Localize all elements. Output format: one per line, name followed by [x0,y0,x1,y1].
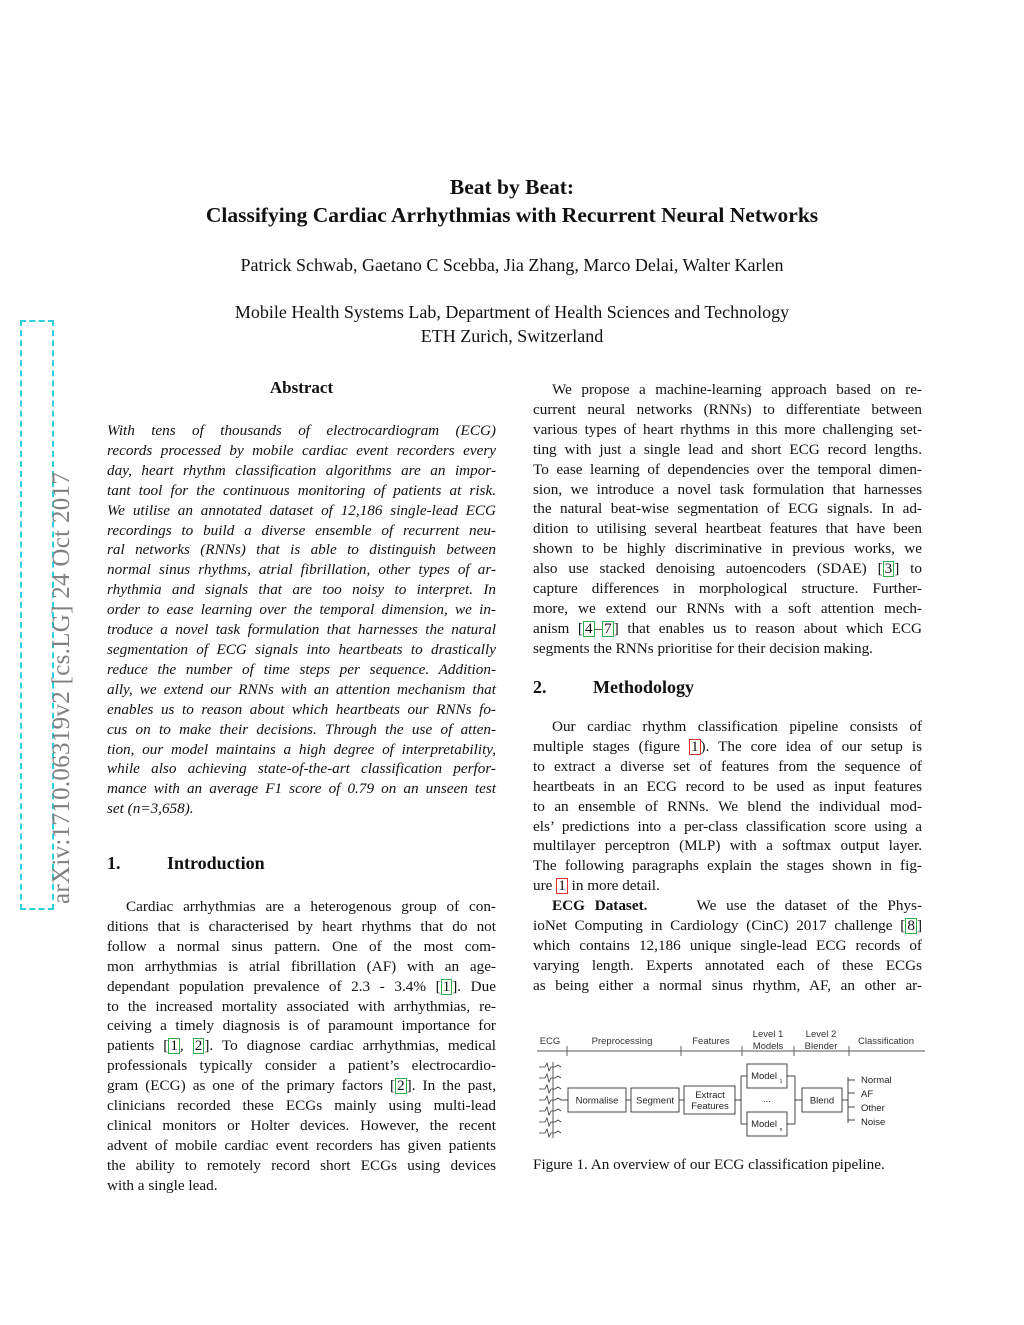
model-n-subscript: n [779,1127,783,1133]
citation-link[interactable]: 2 [397,1077,405,1095]
intro-line [107,1076,496,1096]
paper-title-line-2: Classifying Cardiac Arrhythmias with Recurrent Neural Networks [205,203,819,227]
paper-title-line-1: Beat by Beat: [449,175,575,199]
proposal-line: sion, we introduce a novel task formulation that harnesses [533,480,922,498]
section-number: 1. [107,853,121,873]
proposal-line: ting with just a single lead and short ECG record lengths. [533,440,922,458]
proposal-body [533,380,922,659]
abstract-line: records processed by mobile cardiac event recorders every [107,441,496,459]
intro-line: professionals typically consider a patient’s electrocardio- [107,1057,496,1075]
header-level2: Level 2 [805,1029,837,1040]
abstract-line: rhythmia and signals that are too noisy to interpret. In [107,581,496,599]
class-label-normal: Normal [861,1075,892,1086]
header-models: Models [752,1041,784,1052]
proposal-line: dition to utilising several heartbeat features that have been [533,520,922,538]
intro-line [107,1036,496,1056]
proposal-text: anism [ [533,619,583,637]
abstract-line: mance with an average F1 score of 0.79 on an unseen test [107,780,496,798]
arxiv-identifier[interactable]: arXiv:1710.06319v2 [cs.LG] 24 Oct 2017 [48,471,75,904]
methodology-line [533,916,922,936]
citation-link[interactable]: 7 [604,619,612,637]
header-preprocessing: Preprocessing [591,1036,653,1047]
methodology-line: to an ensemble of RNNs. We blend the individual mod- [533,797,922,815]
proposal-text: – [594,619,603,637]
abstract-line: enables us to reason about which heartbeats our RNNs fo- [107,700,496,718]
abstract-line: tion, our model maintains a high degree of interpretability, [107,740,496,758]
intro-text: gram (ECG) as one of the primary factors [ [107,1077,396,1095]
class-label-af: AF [861,1089,874,1100]
intro-line: ceiving a timely diagnosis is of paramount importance for [107,1017,496,1035]
intro-line: with a single lead. [107,1176,218,1194]
intro-text: patients [ [107,1037,169,1055]
citation-link[interactable]: 4 [584,619,593,637]
abstract-line: With tens of thousands of electrocardiogram (ECG) [107,422,496,439]
abstract-line: We utilise an annotated dataset of 12,186 single-lead ECG [107,501,496,519]
methodology-line: to extract a diverse set of features from the sequence of [533,757,922,775]
abstract-line: reduce the number of time steps per sequence. Addition- [107,660,496,678]
abstract-line: set (n=3,658). [107,800,194,818]
intro-line: to the increased mortality associated with arrhythmias, re- [107,997,496,1015]
section-heading-methodology [533,677,694,698]
methodology-text: ioNet Computing in Cardiology (CinC) 2017 challenge [ [533,917,906,935]
abstract-line: order to ease learning over the temporal dimension, we in- [107,601,496,619]
abstract-line: tant tool for the continuous monitoring of patients at risk. [107,481,496,499]
segment-label: Segment [635,1095,675,1107]
proposal-text: ] that enables us to reason about which ECG [613,619,923,637]
abstract-line: normal sinus rhythms, atrial fibrillation, other types of ar- [107,561,496,579]
citation-link[interactable]: 1 [442,977,451,995]
intro-text: ]. Due [452,977,496,995]
abstract-line: day, heart rhythm classification algorithms are an impor- [107,461,496,479]
abstract-line: troduce a novel task formulation that harnesses the natural [107,621,496,639]
methodology-line: varying length. Experts annotated each of these ECGs [533,956,922,974]
intro-line [107,977,496,997]
class-label-noise: Noise [861,1117,886,1128]
citation-link[interactable]: 1 [170,1037,178,1055]
paragraph-heading-ecg-dataset: ECG Dataset. [552,897,648,915]
methodology-line [533,896,922,916]
proposal-line: segments the RNNs prioritise for their decision making. [533,639,873,657]
header-features: Features [692,1036,730,1047]
proposal-line: We propose a machine-learning approach based on re- [552,381,922,398]
affiliation-line-2: ETH Zurich, Switzerland [420,326,604,346]
methodology-text: ure [533,877,557,895]
methodology-line: els’ predictions into a per-class classification score using a [533,817,922,835]
methodology-line: heartbeats in an ECG record to be used as input features [533,777,922,795]
methodology-text: ] [916,917,922,935]
methodology-line: as being either a normal sinus rhythm, AF, an other ar- [533,976,922,994]
proposal-line [533,559,922,579]
abstract-line: recordings to build a diverse ensemble of recurrent neu- [107,521,496,539]
methodology-text: ). The core idea of our setup is [700,737,922,755]
section-title: Introduction [167,853,265,873]
affiliation-line-1: Mobile Health Systems Lab, Department of Health Sciences and Technology [234,302,790,322]
proposal-line: To ease learning of dependencies over the temporal dimen- [533,460,922,478]
abstract-heading: Abstract [269,378,334,397]
intro-line: follow a normal sinus pattern. One of the most com- [107,937,496,955]
proposal-text: ] to [894,560,923,578]
model-1-subscript: 1 [779,1079,783,1085]
citation-link[interactable]: 3 [884,560,893,578]
methodology-line: Our cardiac rhythm classification pipeline consists of [552,718,922,735]
abstract-body [107,421,496,819]
abstract-line: while also achieving state-of-the-art classification perfor- [107,760,496,778]
intro-line: mon arrhythmias is atrial fibrillation (AF) with an age- [107,957,496,975]
features-label: Features [691,1101,729,1112]
header-dividers [537,1046,925,1056]
models-ellipsis: ... [763,1094,771,1105]
methodology-text: multiple stages (figure [533,737,689,755]
intro-text: dependant population prevalence of 2.3 - 3.4% [ [107,977,441,995]
methodology-text: We use the dataset of the Phys- [696,897,923,915]
intro-text: ]. In the past, [406,1077,497,1095]
section-title: Methodology [593,677,694,697]
proposal-line: shown to be highly discriminative in previous works, we [533,540,922,558]
intro-text: , [179,1037,193,1055]
methodology-line: which contains 12,186 unique single-lead ECG records of [533,936,922,954]
citation-link[interactable]: 2 [194,1037,203,1055]
proposal-line: current neural networks (RNNs) to differentiate between [533,400,922,418]
class-label-other: Other [861,1103,885,1114]
methodology-line: The following paragraphs explain the stages shown in fig- [533,857,922,875]
methodology-body [533,717,922,996]
methodology-text: in more detail. [567,877,660,895]
header-blender: Blender [804,1041,838,1052]
ecg-signal-traces [539,1062,561,1138]
abstract-line: segmentation of ECG signals into heartbeats to drastically [107,640,496,658]
abstract-line: ally, we extend our RNNs with an attention mechanism that [107,680,496,698]
proposal-line: more, we extend our RNNs with a soft attention mech- [533,599,922,617]
figure-caption: Figure 1. An overview of our ECG classification pipeline. [533,1156,885,1173]
author-list: Patrick Schwab, Gaetano C Scebba, Jia Zhang, Marco Delai, Walter Karlen [240,255,784,275]
intro-line: ditions that is characterised by heart rhythms that do not [107,917,496,935]
header-level1: Level 1 [752,1029,784,1040]
methodology-line: multilayer perceptron (MLP) with a softmax output layer. [533,837,922,855]
intro-line: clinical monitors or Holter devices. However, the recent [107,1116,496,1134]
intro-text: ]. To diagnose cardiac arrhythmias, medical [204,1037,496,1055]
proposal-line [533,619,922,639]
blend-label: Blend [809,1095,835,1107]
section-number: 2. [533,677,547,697]
methodology-line [533,737,922,757]
extract-label: Extract [695,1090,725,1101]
intro-line: clinicians recorded these ECGs mainly using multi-lead [107,1097,496,1115]
intro-line: Cardiac arrhythmias are a heterogenous group of con- [126,898,496,915]
model-n-label: Model [751,1119,777,1130]
model-1-label: Model [751,1071,777,1082]
proposal-line: capture differences in morphological structure. Further- [533,580,922,598]
citation-link[interactable]: 8 [907,917,915,935]
figure-link[interactable]: 1 [690,737,699,755]
header-classification: Classification [858,1036,914,1047]
abstract-line: cus on to make their decisions. Through the use of atten- [107,720,496,738]
proposal-line: the natural beat-wise segmentation of ECG signals. In ad- [533,500,922,518]
figure-link[interactable]: 1 [558,877,566,895]
methodology-line [533,876,922,896]
header-ecg: ECG [539,1036,561,1047]
proposal-line: various types of heart rhythms in this more challenging set- [533,420,922,438]
normalise-label: Normalise [575,1095,619,1107]
abstract-line: ral networks (RNNs) that is able to distinguish between [107,541,496,559]
proposal-text: also use stacked denoising autoencoders (SDAE) [ [533,560,883,578]
pipeline-figure [535,1022,927,1152]
intro-line: advent of mobile cardiac event recorders has given patients [107,1136,496,1154]
section-heading-introduction [107,853,265,874]
introduction-body [107,897,496,1196]
intro-line: the ability to remotely record short ECGs using devices [107,1156,496,1174]
